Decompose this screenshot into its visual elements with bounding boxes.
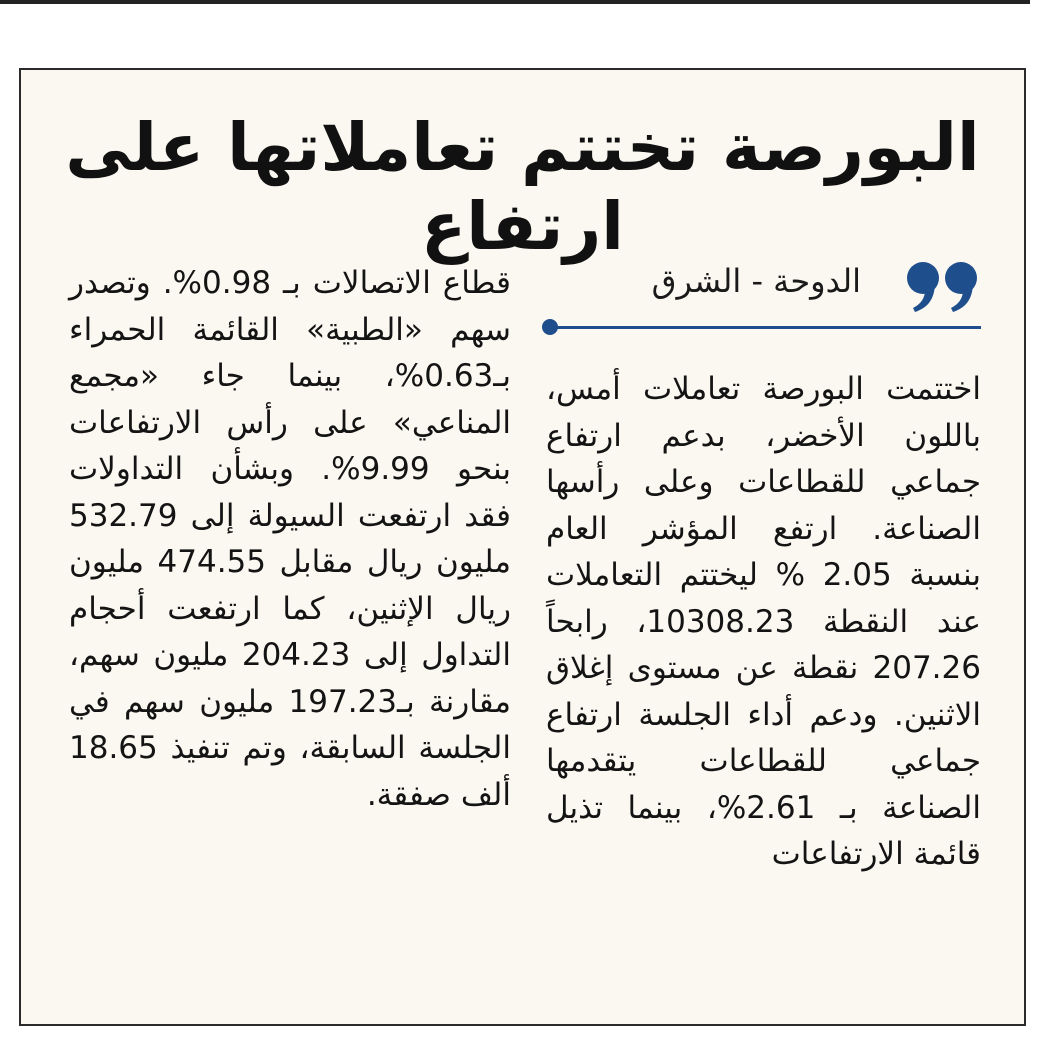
byline-text: الدوحة - الشرق bbox=[651, 262, 861, 300]
byline-rule bbox=[546, 326, 981, 329]
article-box bbox=[19, 68, 1026, 1026]
top-rule bbox=[0, 0, 1030, 4]
byline bbox=[546, 248, 981, 338]
byline-dot bbox=[542, 319, 558, 335]
article-column-right: اختتمت البورصة تعاملات أمس، باللون الأخضر، بدعم ارتفاع جماعي للقطاعات وعلى رأسها الصناعة. ارتفع المؤشر العام بنسبة 2.05 % ليختتم التعاملات عند النقطة 10308.23، رابحاً 207.26 نقطة عن مستوى إغلاق الاثنين. ودعم أداء الجلسة ارتفاع جماعي للقطاعات يتقدمها الصناعة بـ 2.61%، بينما تذيل قائمة الارتفاعات bbox=[546, 371, 981, 872]
article-column-left: قطاع الاتصالات بـ 0.98%. وتصدر سهم «الطبية» القائمة الحمراء بـ0.63%، بينما جاء «مجمع المناعي» على رأس الارتفاعات بنحو 9.99%. وبشأن التداولات فقد ارتفعت السيولة إلى 532.79 مليون ريال مقابل 474.55 مليون ريال الإثنين، كما ارتفعت أحجام التداول إلى 204.23 مليون سهم، مقارنة بـ197.23 مليون سهم في الجلسة السابقة، وتم تنفيذ 18.65 ألف صفقة. bbox=[69, 265, 511, 813]
quote-icon bbox=[901, 254, 981, 314]
headline: البورصة تختتم تعاملاتها على ارتفاع bbox=[65, 109, 980, 266]
